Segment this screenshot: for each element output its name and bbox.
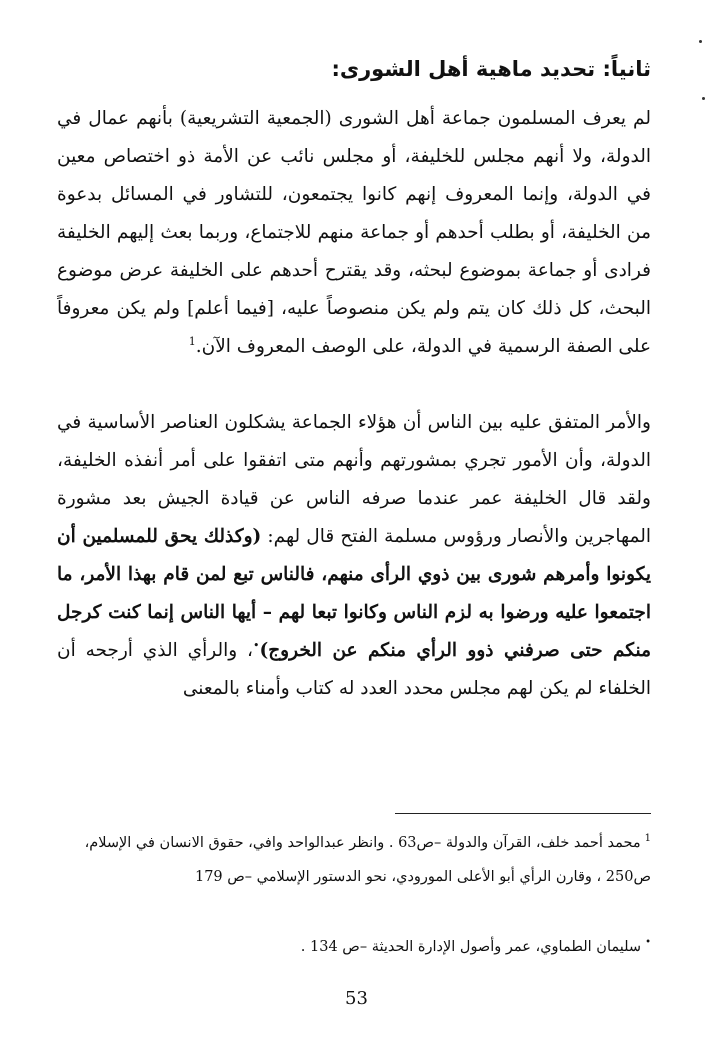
scan-speck-top xyxy=(699,40,702,43)
page-number: 53 xyxy=(345,988,368,1009)
paragraph-1-text: لم يعرف المسلمون جماعة أهل الشورى (الجمعية التشريعية) بأنهم عمال في الدولة، ولا أنهم مجلس للخليفة، أو مجلس نائب عن الأمة ذو اختصاص معين في الدولة، وإنما المعروف إنهم كانوا يجتمعون، للتشاور في المسائل بدعوة من الخليفة، أو بطلب أحدهم أو جماعة منهم للاجتماع، وربما بعث إليهم الخليفة فرادى أو جماعة بموضوع لبحثه، وقد يقترح أحدهم على الخليفة عرض موضوع البحث، كل ذلك كان يتم ولم يكن منصوصاً عليه، [فيما أعلم] ولم يكن معروفاً على الصفة الرسمية في الدولة، على الوصف المعروف الآن. xyxy=(57,108,651,357)
footnote-1-text: محمد أحمد خلف، القرآن والدولة –ص63 . وانظر عبدالواحد وافي، حقوق الانسان في الإسلام، ص250 ، وقارن الرأي أبو الأعلى المورودي، نحو الدستور الإسلامي –ص 179 xyxy=(84,835,651,885)
footnote-1-marker: 1 xyxy=(644,833,651,845)
footnote-1 xyxy=(57,826,651,894)
footnote-reference-1[interactable]: 1 xyxy=(188,334,196,348)
footnote-divider xyxy=(395,813,651,814)
paragraph-2-after: ، والرأي الذي أرجحه أن الخلفاء لم يكن لهم مجلس محدد العدد له كتاب وأمناء بالمعنى xyxy=(57,640,651,699)
footnote-2 xyxy=(57,930,651,964)
footnote-2-text: سليمان الطماوي، عمر وأصول الإدارة الحديثة –ص 134 . xyxy=(300,939,642,955)
footnote-reference-2[interactable]: • xyxy=(252,638,260,652)
section-heading: ثانياً: تحديد ماهية أهل الشورى: xyxy=(331,57,651,81)
paragraph-2 xyxy=(57,404,651,708)
omar-quote: (وكذلك يحق للمسلمين أن يكونوا وأمرهم شورى بين ذوي الرأى منهم، فالناس تبع لمن قام بهذا الأمر، ما اجتمعوا عليه ورضوا به لزم الناس وكانوا تبعا لهم – أيها الناس إنما كنت كرجل منكم حتى صرفني ذوو الرأي منكم عن الخروج) xyxy=(57,526,651,661)
footnote-2-marker: • xyxy=(645,937,651,949)
paragraph-2-intro: والأمر المتفق عليه بين الناس أن هؤلاء الجماعة يشكلون العناصر الأساسية في الدولة، وأن الأمور تجري بمشورتهم وأنهم متى اتفقوا على أمر أنفذه الخليفة، ولقد قال الخليفة عمر عندما صرفه الناس عن قيادة الجيش بعد مشورة المهاجرين والأنصار ورؤوس مسلمة الفتح قال لهم: xyxy=(57,412,651,547)
scan-speck-side xyxy=(702,97,705,100)
paragraph-1 xyxy=(57,100,651,366)
